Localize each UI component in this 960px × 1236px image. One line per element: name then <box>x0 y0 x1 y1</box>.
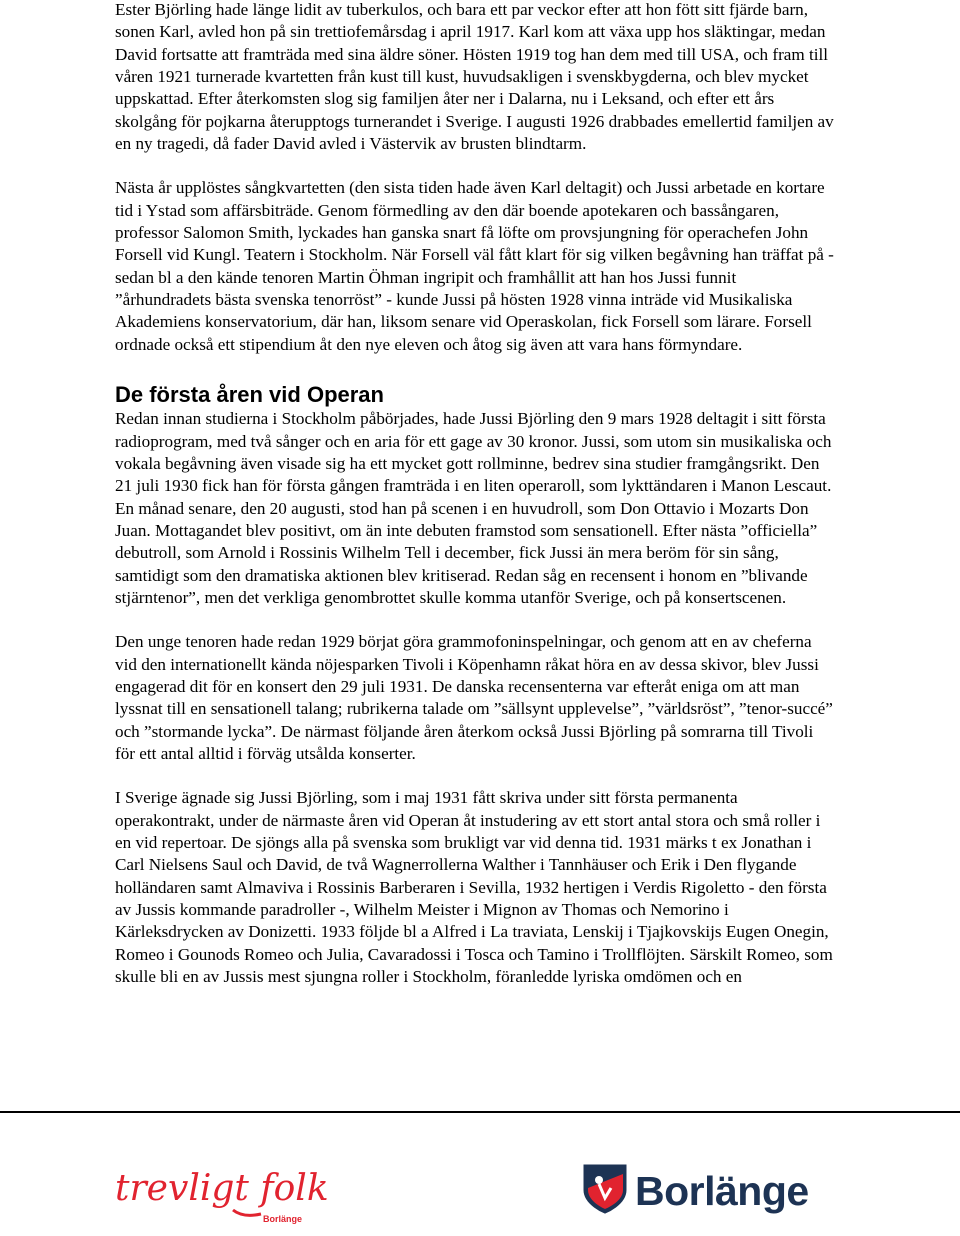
footer-divider <box>0 1111 960 1113</box>
footer <box>0 1160 960 1236</box>
paragraph-1: Ester Björling hade länge lidit av tuberkulos, och bara ett par veckor efter att hon fött sitt fjärde barn, sonen Karl, avled hon på sin trettiofemårsdag i april 1917. Karl kom att växa upp hos släktingar, medan David fortsatte att framträda med sina äldre söner. Hösten 1919 tog han dem med till USA, och fram till våren 1921 turnerade kvartetten från kust till kust, huvudsakligen i svenskbygderna, och blev mycket uppskattad. Efter återkomsten slog sig familjen åter ner i Dalarna, nu i Leksand, och efter ett års skolgång för pojkarna återupptogs turnerandet i Sverige. I augusti 1926 drabbades emellertid familjen av en ny tragedi, då fader David avled i Västervik av brusten blindtarm. <box>115 0 834 154</box>
paragraph-2: Nästa år upplöstes sångkvartetten (den sista tiden hade även Karl deltagit) och Jussi arbetade en kortare tid i Ystad som affärsbiträde. Genom förmedling av den där boende apotekaren och bassångaren, professor Salomon Smith, lyckades han ganska snart få löfte om provsjungning för operachefen John Forsell vid Kungl. Teatern i Stockholm. När Forsell väl fått klart för sig vilken begåvning han träffat på - sedan bl a den kände tenoren Martin Öhman ingripit och framhållit att han hos Jussi funnit ”århundradets bästa svenska tenorröst” - kunde Jussi på hösten 1928 vinna inträde vid Musikaliska Akademiens konservatorium, där han, liksom senare vid Operaskolan, fick Forsell som lärare. Forsell ordnade också ett stipendium åt den nye eleven och åtog sig även att vara hans förmyndare. <box>115 178 834 354</box>
logo-left-wordmark: trevligt folk <box>115 1168 329 1209</box>
trevligt-folk-logo <box>113 1160 329 1230</box>
borlange-logo <box>583 1164 823 1234</box>
borlange-crest-icon <box>583 1164 627 1214</box>
logo-left-subtext: Borlänge <box>263 1214 303 1224</box>
document-body <box>115 0 835 988</box>
borlange-wordmark: Borlänge <box>635 1168 809 1214</box>
section-heading: De första åren vid Operan <box>115 382 384 408</box>
paragraph-4: Den unge tenoren hade redan 1929 börjat göra grammofoninspelningar, och genom att en av cheferna vid den internationellt kända nöjesparken Tivoli i Köpenhamn råkat höra en av dessa skivor, blev Jussi engagerad dit för en konsert den 29 juli 1931. De danska recensenterna var efteråt eniga om att man lyssnat till en sensationell talang; rubrikerna talade om ”sällsynt upplevelse”, ”världsröst”, ”tenor-succé” och ”stormande lycka”. De närmast följande åren återkom också Jussi Björling på somrarna till Tivoli för ett antal alltid i förväg utsålda konserter. <box>115 632 833 763</box>
paragraph-3: Redan innan studierna i Stockholm påbörjades, hade Jussi Björling den 9 mars 1928 deltagit i sitt första radioprogram, med två sånger och en aria för ett gage av 30 kronor. Jussi, som utom sin musikaliska och vokala begåvning även visade sig ha ett mycket gott rollminne, bedrev sina studier framgångsrikt. Den 21 juli 1930 fick han för första gången framträda i en liten operaroll, som lykttändaren i Manon Lescaut. En månad senare, den 20 augusti, stod han på scenen i en huvudroll, som Don Ottavio i Mozarts Don Juan. Mottagandet blev positivt, om än inte debuten framstod som sensationell. Efter nästa ”officiella” debutroll, som Arnold i Rossinis Wilhelm Tell i december, fick Jussi än mera beröm för sin sång, samtidigt som den dramatiska aktionen blev kritiserad. Redan såg en recensent i honom en ”blivande stjärntenor”, men det verkliga genombrottet skulle komma utanför Sverige, och på konsertscenen. <box>115 409 832 607</box>
paragraph-5: I Sverige ägnade sig Jussi Björling, som i maj 1931 fått skriva under sitt första permanenta operakontrakt, under de närmaste åren vid Operan åt instudering av ett stort antal stora och små roller i en vid repertoar. De sjöngs alla på svenska som brukligt var vid denna tid. 1931 märks t ex Jonathan i Carl Nielsens Saul och David, de två Wagnerrollerna Walther i Tannhäuser och Erik i Den flygande holländaren samt Almaviva i Rossinis Barberaren i Sevilla, 1932 hertigen i Verdis Rigoletto - den första av Jussis kommande paradroller -, Wilhelm Meister i Mignon av Thomas och Nemorino i Kärleksdrycken av Donizetti. 1933 följde bl a Alfred i La traviata, Lenskij i Tjajkovskijs Eugen Onegin, Romeo i Gounods Romeo och Julia, Cavaradossi i Tosca och Tamino i Trollflöjten. Särskilt Romeo, som skulle bli en av Jussis mest sjungna roller i Stockholm, föranledde lyriska omdömen och en <box>115 788 833 987</box>
